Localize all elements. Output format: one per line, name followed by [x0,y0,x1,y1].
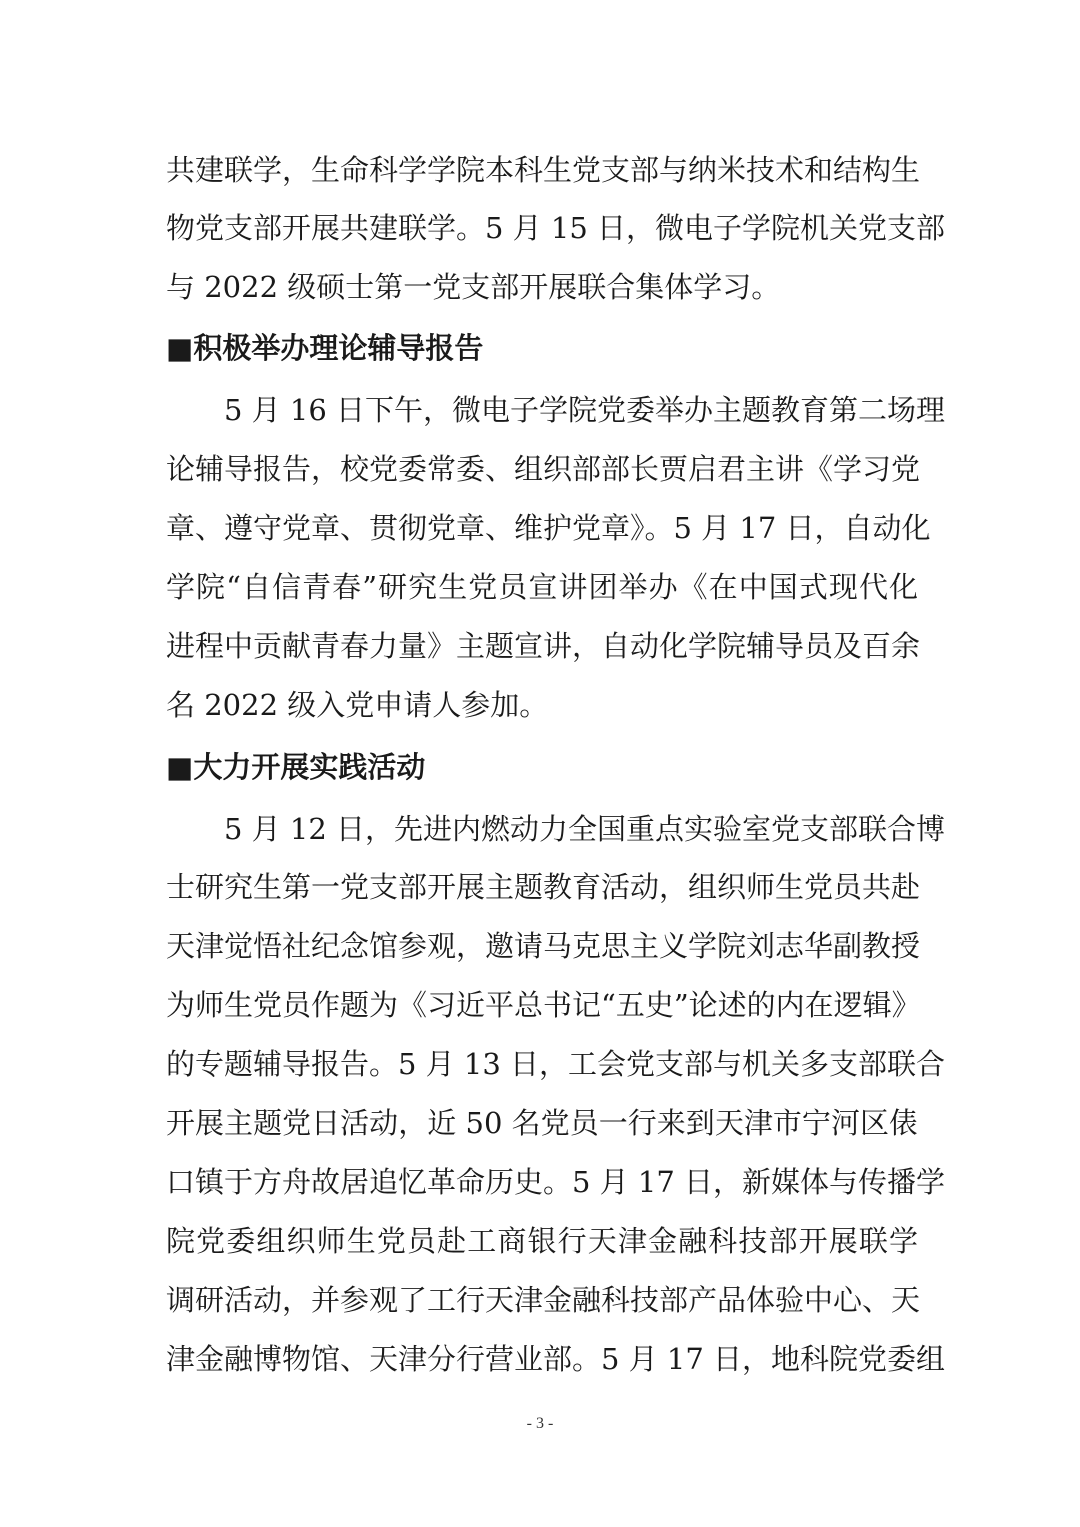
page-number: - 3 - [526,1415,554,1432]
paragraph-line: 士研究生第一党支部开展主题教育活动，组织师生党员共赴 [166,870,921,904]
paragraph-line: 天津觉悟社纪念馆参观，邀请马克思主义学院刘志华副教授 [166,929,921,963]
paragraph-line: 物党支部开展共建联学。5 月 15 日，微电子学院机关党支部 [166,211,946,245]
paragraph-line: 的专题辅导报告。5 月 13 日，工会党支部与机关多支部联合 [166,1047,946,1081]
paragraph-line: 进程中贡献青春力量》主题宣讲，自动化学院辅导员及百余 [166,629,921,663]
section-heading: ■大力开展实践活动 [166,750,426,784]
paragraph-line: 章、遵守党章、贯彻党章、维护党章》。5 月 17 日，自动化 [166,511,931,545]
paragraph-line: 5 月 12 日，先进内燃动力全国重点实验室党支部联合博 [224,812,946,846]
paragraph-line: 为师生党员作题为《习近平总书记“五史”论述的内在逻辑》 [166,988,921,1022]
paragraph-line: 开展主题党日活动，近 50 名党员一行来到天津市宁河区俵 [166,1106,918,1140]
paragraph-line: 院党委组织师生党员赴工商银行天津金融科技部开展联学 [166,1224,918,1258]
paragraph-line: 名 2022 级入党申请人参加。 [166,688,549,722]
paragraph-line: 共建联学，生命科学学院本科生党支部与纳米技术和结构生 [166,153,921,187]
section-heading: ■积极举办理论辅导报告 [166,331,484,365]
paragraph-line: 5 月 16 日下午，微电子学院党委举办主题教育第二场理 [224,393,946,427]
paragraph-line: 论辅导报告，校党委常委、组织部部长贾启君主讲《学习党 [166,452,921,486]
paragraph-line: 学院“自信青春”研究生党员宣讲团举办《在中国式现代化 [166,570,918,604]
paragraph-line: 调研活动，并参观了工行天津金融科技部产品体验中心、天 [166,1283,921,1317]
paragraph-line: 与 2022 级硕士第一党支部开展联合集体学习。 [166,270,781,304]
paragraph-line: 口镇于方舟故居追忆革命历史。5 月 17 日，新媒体与传播学 [166,1165,946,1199]
paragraph-line: 津金融博物馆、天津分行营业部。5 月 17 日，地科院党委组 [166,1342,946,1376]
